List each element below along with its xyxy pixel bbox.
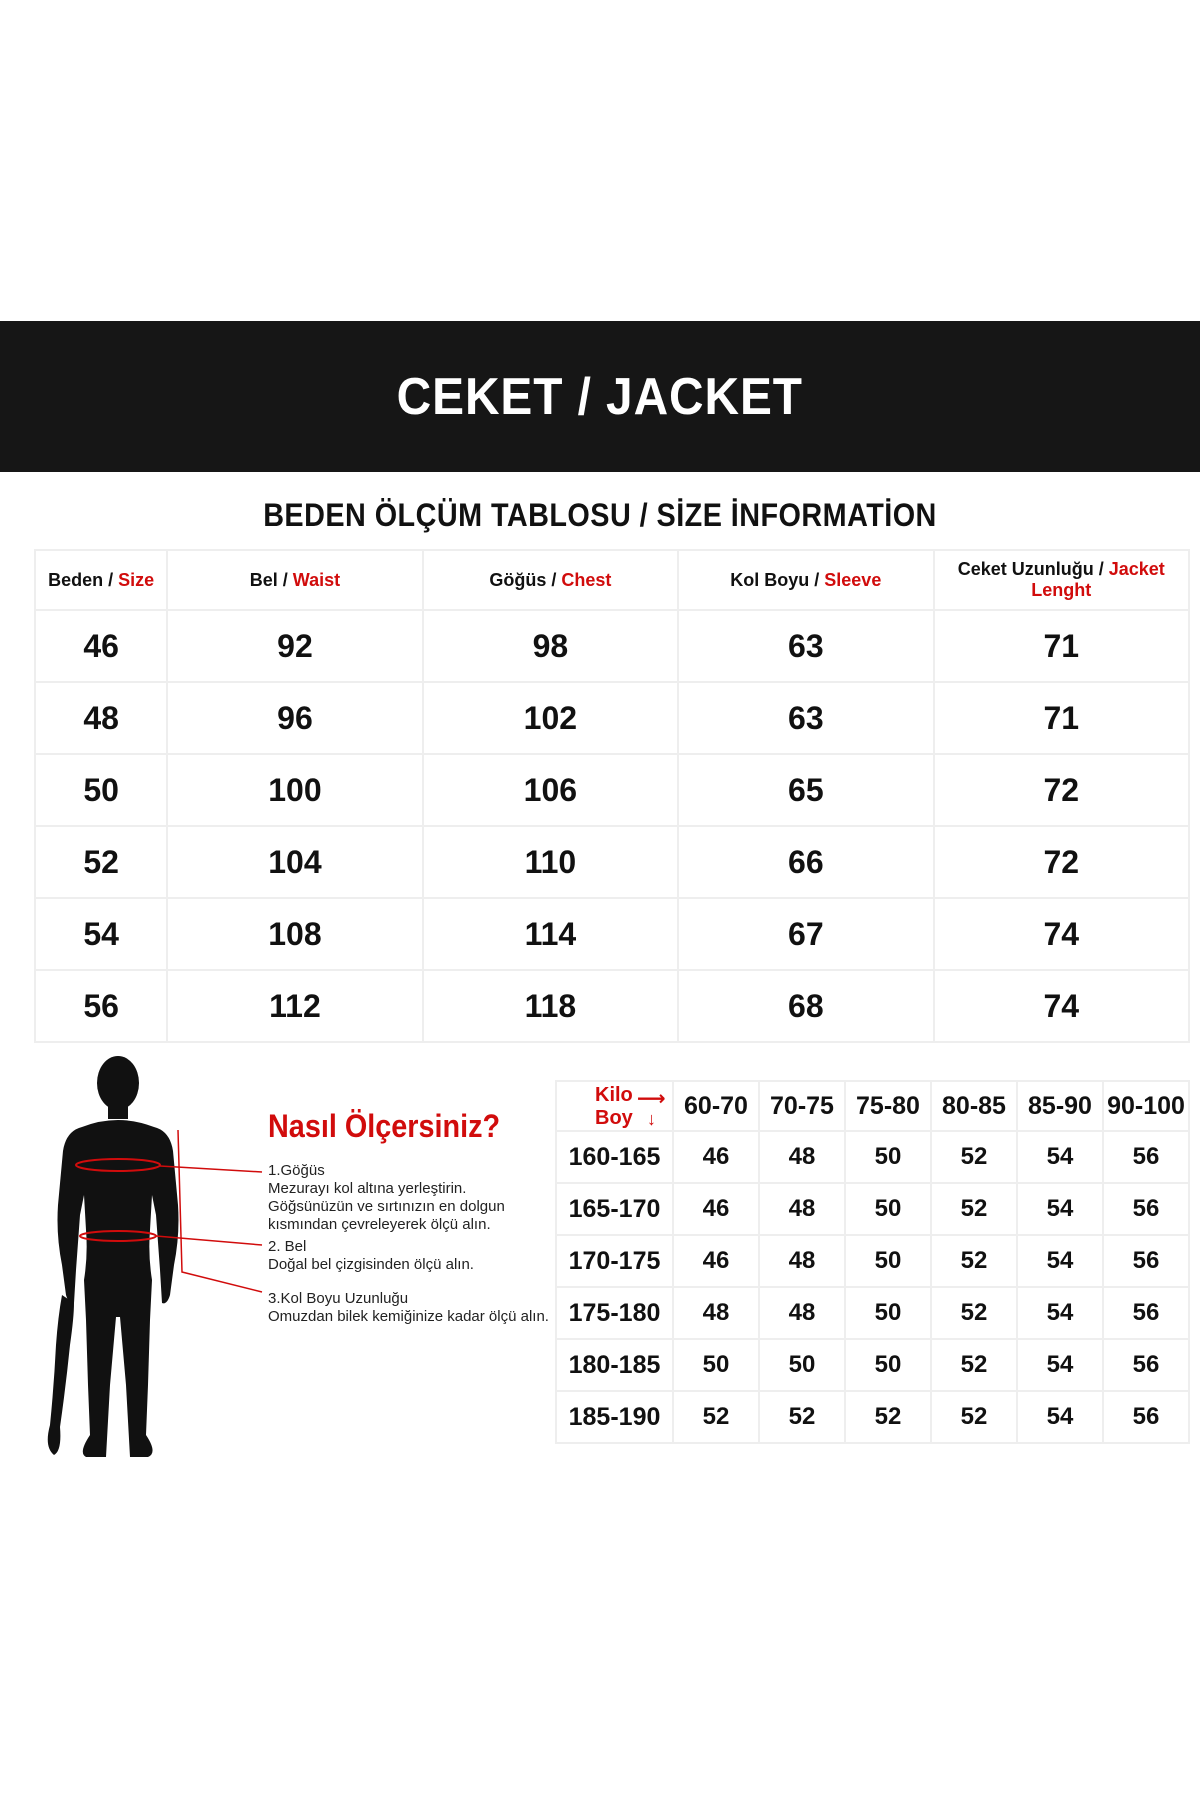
table-row (556, 1183, 1189, 1235)
header-tr-label: Kol Boyu (730, 569, 810, 590)
table-row (556, 1339, 1189, 1391)
header-tr-label: Beden (48, 569, 104, 590)
kilo-boy-corner (556, 1081, 673, 1131)
table-cell: 98 (423, 610, 678, 682)
table-cell: 65 (678, 754, 933, 826)
table-cell: 50 (35, 754, 167, 826)
header-tr-label: Bel (249, 569, 278, 590)
header-tr-label: Göğüs (489, 569, 547, 590)
weight-range-header: 80-85 (931, 1081, 1017, 1131)
size-cell: 48 (759, 1183, 845, 1235)
table-cell: 74 (934, 898, 1189, 970)
table-row (35, 970, 1189, 1042)
size-table-header-cell (35, 550, 167, 610)
waist-measure-note (268, 1238, 474, 1274)
header-en-label: Sleeve (824, 569, 882, 590)
size-cell: 50 (845, 1287, 931, 1339)
table-cell: 112 (167, 970, 422, 1042)
size-cell: 52 (931, 1391, 1017, 1443)
size-cell: 56 (1103, 1235, 1189, 1287)
header-separator: / (103, 569, 119, 590)
table-cell: 66 (678, 826, 933, 898)
height-range-label: 185-190 (556, 1391, 673, 1443)
size-table-header-cell (678, 550, 933, 610)
size-cell: 54 (1017, 1391, 1103, 1443)
size-cell: 52 (759, 1391, 845, 1443)
title-banner (0, 321, 1200, 472)
table-row (35, 898, 1189, 970)
table-cell: 63 (678, 610, 933, 682)
table-cell: 54 (35, 898, 167, 970)
table-cell: 110 (423, 826, 678, 898)
table-row (556, 1235, 1189, 1287)
arrow-down-icon: ↓ (647, 1109, 656, 1129)
kilo-label: Kilo (595, 1084, 633, 1106)
table-row (35, 610, 1189, 682)
weight-range-header: 85-90 (1017, 1081, 1103, 1131)
table-row (556, 1131, 1189, 1183)
height-range-label: 180-185 (556, 1339, 673, 1391)
size-cell: 46 (673, 1183, 759, 1235)
weight-range-header: 90-100 (1103, 1081, 1189, 1131)
table-cell: 96 (167, 682, 422, 754)
size-table-header-row (35, 550, 1189, 610)
table-cell: 118 (423, 970, 678, 1042)
header-separator: / (546, 569, 562, 590)
size-cell: 50 (759, 1339, 845, 1391)
table-cell: 106 (423, 754, 678, 826)
size-cell: 48 (759, 1131, 845, 1183)
size-cell: 54 (1017, 1183, 1103, 1235)
note-line: Göğsünüzün ve sırtınızın en dolgun (268, 1198, 505, 1215)
note-line: 1.Göğüs (268, 1162, 325, 1179)
table-cell: 102 (423, 682, 678, 754)
note-line: 3.Kol Boyu Uzunluğu (268, 1290, 409, 1307)
chest-measure-note (268, 1162, 505, 1234)
banner-title: CEKET / JACKET (396, 367, 804, 426)
height-range-label: 170-175 (556, 1235, 673, 1287)
size-cell: 52 (845, 1391, 931, 1443)
table-cell: 48 (35, 682, 167, 754)
table-cell: 71 (934, 610, 1189, 682)
size-cell: 52 (931, 1339, 1017, 1391)
note-line: Doğal bel çizgisinden ölçü alın. (268, 1256, 474, 1273)
size-cell: 54 (1017, 1131, 1103, 1183)
sleeve-measure-note (268, 1290, 549, 1326)
size-cell: 52 (673, 1391, 759, 1443)
size-cell: 52 (931, 1183, 1017, 1235)
table-cell: 92 (167, 610, 422, 682)
header-en-label: Waist (292, 569, 341, 590)
note-line: kısmından çevreleyerek ölçü alın. (268, 1216, 491, 1233)
size-cell: 46 (673, 1131, 759, 1183)
table-cell: 46 (35, 610, 167, 682)
size-cell: 50 (845, 1339, 931, 1391)
table-cell: 114 (423, 898, 678, 970)
size-cell: 46 (673, 1235, 759, 1287)
size-cell: 52 (931, 1235, 1017, 1287)
height-range-label: 175-180 (556, 1287, 673, 1339)
weight-header-row (556, 1081, 1189, 1131)
header-en-label: Size (118, 569, 155, 590)
table-row (35, 682, 1189, 754)
table-cell: 104 (167, 826, 422, 898)
size-cell: 50 (845, 1131, 931, 1183)
table-cell: 71 (934, 682, 1189, 754)
header-separator: / (809, 569, 825, 590)
note-line: 2. Bel (268, 1238, 307, 1255)
table-cell: 108 (167, 898, 422, 970)
size-cell: 56 (1103, 1339, 1189, 1391)
weight-range-header: 70-75 (759, 1081, 845, 1131)
size-cell: 54 (1017, 1287, 1103, 1339)
size-cell: 56 (1103, 1287, 1189, 1339)
note-line: Omuzdan bilek kemiğinize kadar ölçü alın. (268, 1308, 549, 1325)
size-cell: 50 (845, 1183, 931, 1235)
header-separator: / (277, 569, 293, 590)
table-cell: 56 (35, 970, 167, 1042)
size-table (34, 549, 1190, 1043)
size-cell: 48 (673, 1287, 759, 1339)
table-row (556, 1287, 1189, 1339)
size-cell: 56 (1103, 1391, 1189, 1443)
header-en-label: Jacket Lenght (1031, 559, 1165, 600)
boy-label: Boy (595, 1107, 633, 1129)
table-row (35, 826, 1189, 898)
size-cell: 52 (931, 1287, 1017, 1339)
height-range-label: 160-165 (556, 1131, 673, 1183)
size-cell: 50 (845, 1235, 931, 1287)
table-cell: 100 (167, 754, 422, 826)
table-row (556, 1391, 1189, 1443)
size-cell: 52 (931, 1131, 1017, 1183)
header-tr-label: Ceket Uzunluğu (957, 559, 1094, 579)
size-cell: 54 (1017, 1339, 1103, 1391)
table-row (35, 754, 1189, 826)
size-table-header-cell (167, 550, 422, 610)
human-silhouette-icon (30, 1055, 200, 1475)
arrow-right-icon: ⟶ (637, 1088, 666, 1110)
header-separator: / (1093, 559, 1109, 579)
size-cell: 56 (1103, 1131, 1189, 1183)
size-cell: 48 (759, 1235, 845, 1287)
table-cell: 63 (678, 682, 933, 754)
note-line: Mezurayı kol altına yerleştirin. (268, 1180, 467, 1197)
table-cell: 52 (35, 826, 167, 898)
weight-range-header: 75-80 (845, 1081, 931, 1131)
height-range-label: 165-170 (556, 1183, 673, 1235)
table-cell: 68 (678, 970, 933, 1042)
table-cell: 72 (934, 826, 1189, 898)
table-cell: 72 (934, 754, 1189, 826)
size-cell: 54 (1017, 1235, 1103, 1287)
size-cell: 50 (673, 1339, 759, 1391)
table-cell: 67 (678, 898, 933, 970)
size-table-header-cell (423, 550, 678, 610)
size-table-header-cell (934, 550, 1189, 610)
table-cell: 74 (934, 970, 1189, 1042)
how-to-measure-title: Nasıl Ölçersiniz? (268, 1108, 501, 1144)
header-en-label: Chest (561, 569, 612, 590)
size-cell: 48 (759, 1287, 845, 1339)
size-cell: 56 (1103, 1183, 1189, 1235)
page-subtitle: BEDEN ÖLÇÜM TABLOSU / SİZE İNFORMATİON (263, 497, 937, 533)
weight-range-header: 60-70 (673, 1081, 759, 1131)
weight-height-table (555, 1080, 1190, 1444)
